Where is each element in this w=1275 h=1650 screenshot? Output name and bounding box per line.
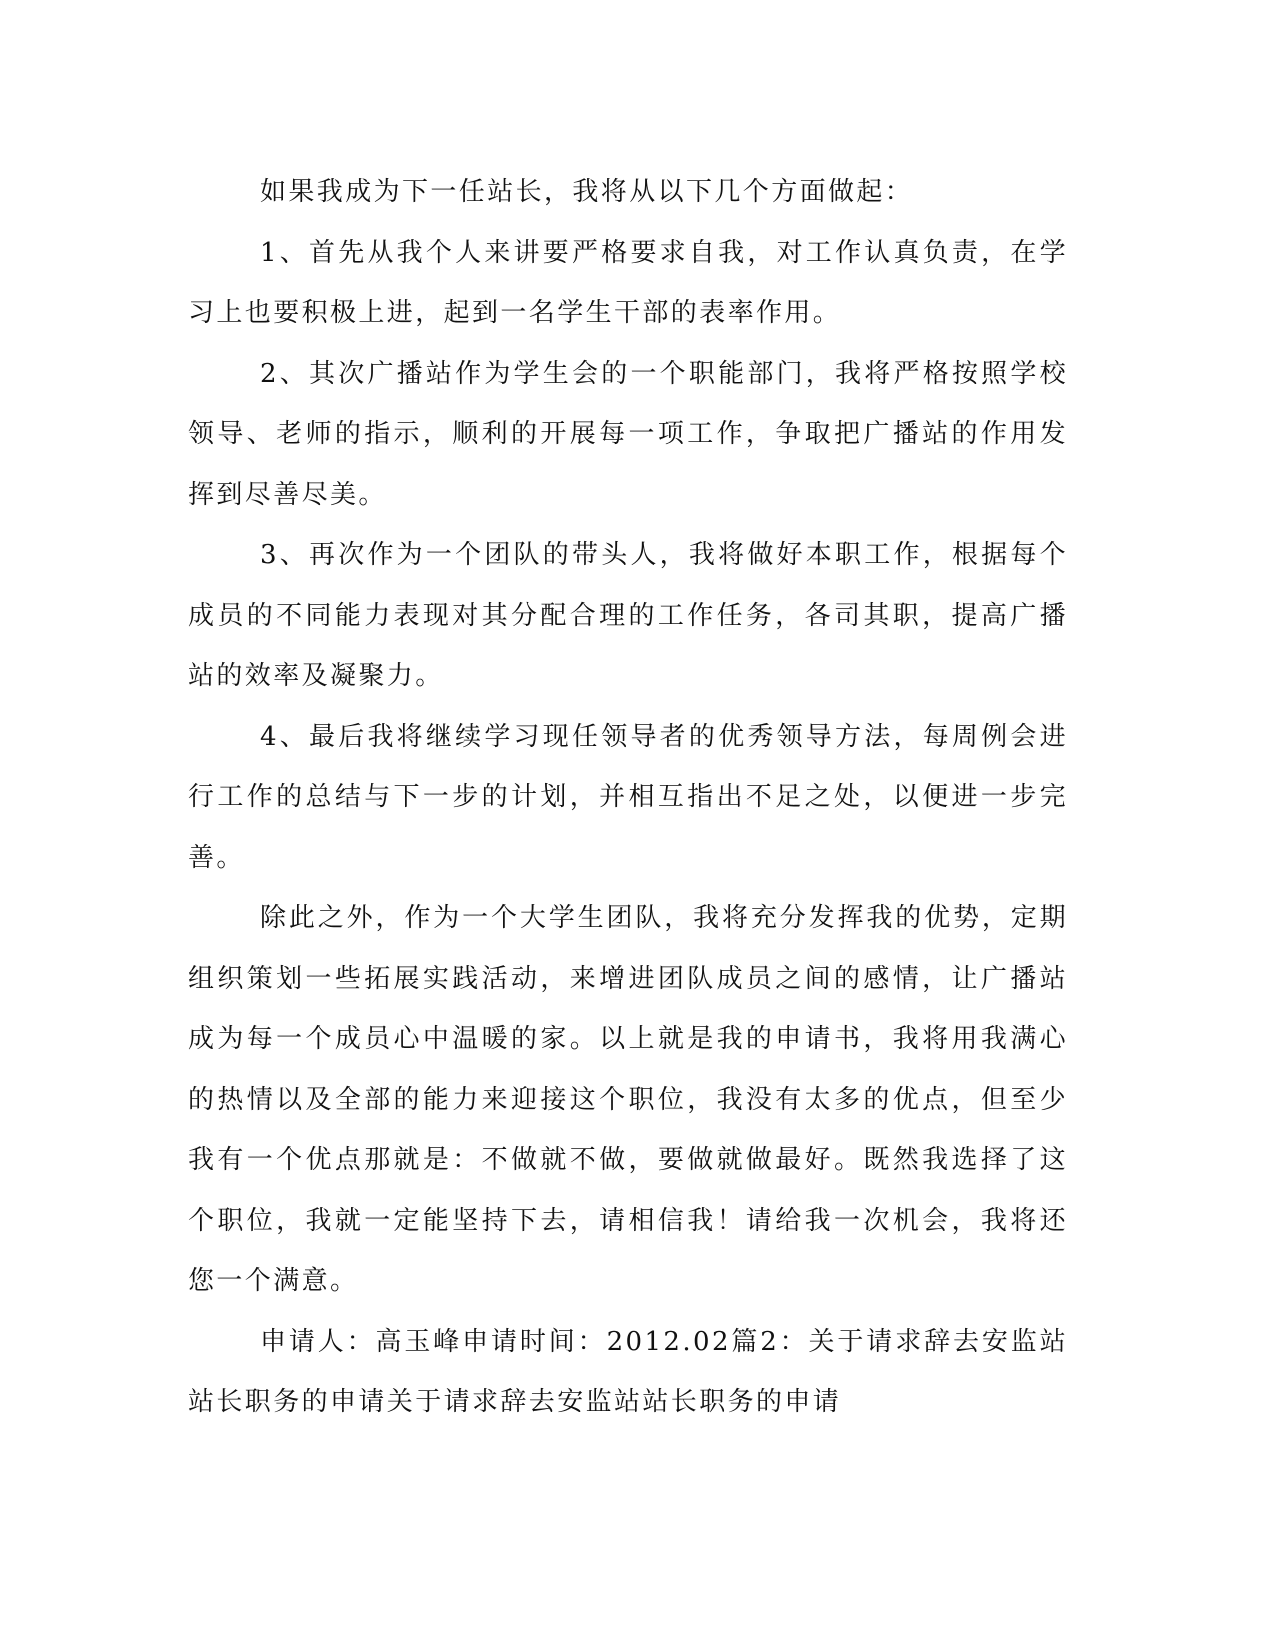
paragraph-point-2: 2、其次广播站作为学生会的一个职能部门，我将严格按照学校领导、老师的指示，顺利的开展每一项工作，争取把广播站的作用发挥到尽善尽美。 [188, 358, 1068, 510]
paragraph-closing: 除此之外，作为一个大学生团队，我将充分发挥我的优势，定期组织策划一些拓展实践活动，来增进团队成员之间的感情，让广播站成为每一个成员心中温暖的家。以上就是我的申请书，我将用我满心的热情以及全部的能力来迎接这个职位，我没有太多的优点，但至少我有一个优点那就是：不做就不做，要做就做最好。既然我选择了这个职位，我就一定能坚持下去，请相信我！请给我一次机会，我将还您一个满意。 [188, 903, 1068, 1296]
paragraph-point-4: 4、最后我将继续学习现任领导者的优秀领导方法，每周例会进行工作的总结与下一步的计划，并相互指出不足之处，以便进一步完善。 [188, 721, 1068, 873]
paragraph-intro: 如果我成为下一任站长，我将从以下几个方面做起： [260, 177, 914, 207]
document-body [188, 162, 1068, 1433]
paragraph-point-1: 1、首先从我个人来讲要严格要求自我，对工作认真负责，在学习上也要积极上进，起到一名学生干部的表率作用。 [188, 237, 1068, 328]
paragraph-point-3: 3、再次作为一个团队的带头人，我将做好本职工作，根据每个成员的不同能力表现对其分配合理的工作任务，各司其职，提高广播站的效率及凝聚力。 [188, 540, 1068, 691]
paragraph-signature: 申请人：高玉峰申请时间：2012.02篇2：关于请求辞去安监站站长职务的申请关于请求辞去安监站站长职务的申请 [188, 1326, 1068, 1417]
